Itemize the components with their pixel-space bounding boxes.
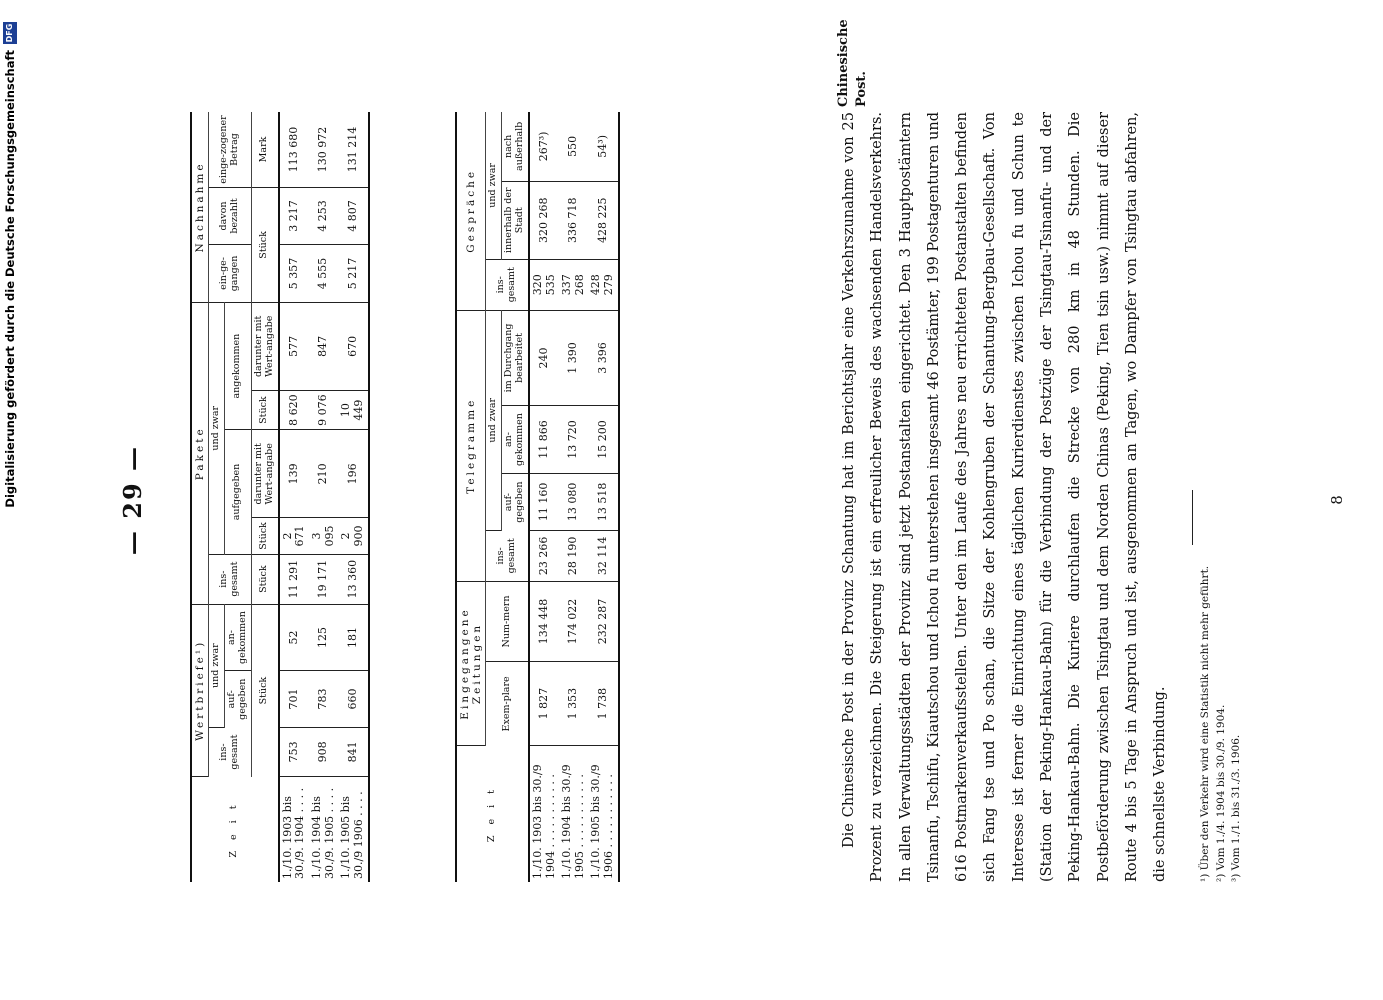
table-cell: 701	[279, 671, 309, 727]
table-cell: 28 190	[559, 530, 588, 581]
table-row	[588, 112, 618, 882]
col-header-gs-ausserhalb: nach außerhalb	[502, 112, 529, 181]
table-cell: 320 268	[529, 181, 559, 259]
dfg-credit-text: Digitalisierung gefördert durch die Deutsche Forschungsgemeinschaft	[3, 50, 17, 508]
table-cell: 3 396	[588, 310, 618, 406]
table2-body	[529, 112, 619, 882]
table-cell: 125	[309, 604, 338, 671]
page-number: — 29 —	[118, 444, 147, 556]
col-header-pk-angekommen: angekommen	[224, 302, 251, 429]
col-header-tg-insgesamt: ins-gesamt	[486, 530, 529, 581]
table-zeitungen-telegramme-gespraeche	[455, 112, 620, 882]
table-cell: 13 518	[588, 473, 618, 530]
table-cell: 174 022	[559, 581, 588, 661]
row-label: 1./10. 1903 bis 30./9 1904 . . . . . . . . . . .	[530, 764, 557, 879]
row-label: 1./10. 1905 bis 30./9 1906 . . . .	[339, 791, 365, 879]
table-row	[529, 112, 559, 882]
col-header-ank-darunter-wert: darunter mit Wert-angabe	[251, 302, 278, 390]
body-text	[835, 112, 1175, 882]
col-header-gs-innerhalb: innerhalb der Stadt	[502, 181, 529, 259]
col-header-tg-durchgang: im Durchgang bearbeitet	[502, 310, 529, 406]
table-cell: 4 807	[338, 187, 368, 244]
col-header-wb-angekommen: an-gekommen	[224, 604, 251, 671]
table-cell: 320 535	[529, 259, 559, 310]
row-label: 1./10. 1905 bis 30./9 1906 . . . . . . . . . . .	[589, 764, 616, 879]
unit-mark: Mark	[251, 112, 278, 187]
table-cell: 577	[279, 302, 309, 390]
col-header-zeit: Z e i t	[191, 777, 279, 882]
col-header-wb-insgesamt: ins-gesamt	[209, 727, 252, 777]
table-cell: 181	[338, 604, 368, 671]
table-cell: 908	[309, 727, 338, 777]
table-cell: 134 448	[529, 581, 559, 661]
table-cell: 337 268	[559, 259, 588, 310]
unit-stueck-wertbriefe: Stück	[251, 604, 278, 776]
table-cell: 11 866	[529, 406, 559, 474]
col-header-tg-und-zwar: und zwar	[486, 310, 502, 530]
table-cell: 1 390	[559, 310, 588, 406]
col-header-wertbriefe: Wertbriefe¹)	[191, 604, 209, 776]
col-header-wb-aufgegeben: auf-gegeben	[224, 671, 251, 727]
table-cell: 670	[338, 302, 368, 390]
table-cell: 19 171	[309, 554, 338, 604]
table-row	[338, 112, 368, 882]
table-cell: 131 214	[338, 112, 368, 187]
table-cell: 32 114	[588, 530, 618, 581]
col-header-gs-insgesamt: ins-gesamt	[486, 259, 529, 310]
table-cell: 1 353	[559, 662, 588, 746]
col-header-pk-und-zwar: und zwar	[209, 302, 225, 554]
footnote-rule	[1192, 490, 1193, 545]
col-header-nummern: Num-mern	[486, 581, 529, 661]
col-header-gespraeche: Gespräche	[456, 112, 486, 310]
col-header-zeitungen: Eingegangene Zeitungen	[456, 581, 486, 745]
row-label: 1./10. 1903 bis 30./9. 1904 . . . .	[280, 787, 307, 879]
dfg-logo: DFG	[3, 22, 17, 44]
col-header-aufg-darunter-wert: darunter mit Wert-angabe	[251, 430, 278, 518]
table-cell: 428 225	[588, 181, 618, 259]
table-cell: 13 080	[559, 473, 588, 530]
col-header-pk-insgesamt: ins-gesamt	[209, 554, 252, 604]
table-cell: 5 357	[279, 245, 309, 303]
col-header-pk-aufgegeben: aufgegeben	[224, 430, 251, 554]
table-cell: 13 720	[559, 406, 588, 474]
table-cell: 11 291	[279, 554, 309, 604]
table-cell: 5 217	[338, 245, 368, 303]
table-cell: 841	[338, 727, 368, 777]
table-cell: 9 076	[309, 390, 338, 430]
table-cell: 130 972	[309, 112, 338, 187]
table-cell: 196	[338, 430, 368, 518]
table-wertbriefe-pakete-nachnahme	[190, 112, 370, 882]
table-cell: 753	[279, 727, 309, 777]
table-cell: 240	[529, 310, 559, 406]
unit-stueck-nachnahme: Stück	[251, 187, 278, 302]
table-cell: 15 200	[588, 406, 618, 474]
table-cell: 139	[279, 430, 309, 518]
table-cell: 3 095	[309, 518, 338, 554]
col-header-wb-und-zwar: und zwar	[209, 604, 225, 727]
col-header-nn-betrag: einge-zogener Betrag	[209, 112, 252, 187]
table-cell: 13 360	[338, 554, 368, 604]
table-cell: 1 738	[588, 662, 618, 746]
table-cell: 783	[309, 671, 338, 727]
table-cell: 52	[279, 604, 309, 671]
unit-stueck-angekommen: Stück	[251, 390, 278, 430]
table-cell: 267³)	[529, 112, 559, 181]
table-cell: 23 266	[529, 530, 559, 581]
table-cell: 4 253	[309, 187, 338, 244]
col-header-tg-aufgegeben: auf-gegeben	[502, 473, 529, 530]
table-cell: 428 279	[588, 259, 618, 310]
margin-note: Chinesische Post.	[836, 19, 869, 107]
table-cell: 232 287	[588, 581, 618, 661]
table-cell: 1 827	[529, 662, 559, 746]
table-cell: 550	[559, 112, 588, 181]
unit-stueck-aufgegeben: Stück	[251, 518, 278, 554]
table-cell: 113 680	[279, 112, 309, 187]
footnote-3: ³) Vom 1./1. bis 31./3. 1906.	[1230, 734, 1242, 882]
table-cell: 10 449	[338, 390, 368, 430]
table-row	[279, 112, 309, 882]
row-label: 1./10. 1904 bis 30./9. 1905 . . . .	[309, 787, 336, 879]
table-cell: 8 620	[279, 390, 309, 430]
signature-mark: 8	[1328, 495, 1346, 505]
col-header-zeit-2: Z e i t	[456, 746, 529, 882]
col-header-nn-eingegangen: ein-ge-gangen	[209, 245, 252, 303]
table-cell: 660	[338, 671, 368, 727]
footnote-1: ¹) Über den Verkehr wird eine Statistik nicht mehr geführt.	[1199, 565, 1211, 882]
table-cell: 2 671	[279, 518, 309, 554]
footnote-2: ²) Vom 1./4. 1904 bis 30./9. 1904.	[1214, 704, 1227, 882]
table-row	[309, 112, 338, 882]
table-cell: 54³)	[588, 112, 618, 181]
table-cell: 2 900	[338, 518, 368, 554]
col-header-tg-angekommen: an-gekommen	[502, 406, 529, 474]
table-cell: 336 718	[559, 181, 588, 259]
table-cell: 4 555	[309, 245, 338, 303]
col-header-telegramme: Telegramme	[456, 310, 486, 581]
table-cell: 210	[309, 430, 338, 518]
table-cell: 3 217	[279, 187, 309, 244]
row-label: 1./10. 1904 bis 30./9 1905 . . . . . . . . . . .	[560, 764, 586, 879]
table-cell: 11 160	[529, 473, 559, 530]
unit-stueck-pakete: Stück	[251, 554, 278, 604]
col-header-pakete: Pakete	[191, 302, 209, 604]
table1-body	[279, 112, 369, 882]
table-cell: 847	[309, 302, 338, 390]
col-header-nachnahme: Nachnahme	[191, 112, 209, 302]
body-paragraph: Die Chinesische Post in der Provinz Schantung hat im Berichtsjahr eine Verkehrszunahme von 25 Prozent zu verzeichnen. Die Steigerung ist ein erfreulicher Beweis des wachsenden Handelsverkehrs. In allen Verwaltungsstädten der Provinz sind jetzt Postanstalten eingerichtet. Den 3 Hauptpostämtern Tsinanfu, Tschifu, Kiautschou und Ichou fu unterstehen insgesamt 46 Postämter, 199 Postagenturen und 616 Postmarkenverkaufsstellen. Unter den im Laufe des Jahres neu errichteten Postanstalten befinden sich Fang tse und Po schan, die Sitze der Kohlengruben der Schantung-Bergbau-Gesellschaft. Von Interesse ist ferner die Einrichtung eines täglichen Kurierdienstes zwischen Ichou fu und Schun te (Station der Peking-Hankau-Bahn) für die Verbindung der Postzüge der Tsingtau-Tsinanfu- und der Peking-Hankau-Bahn. Die Kuriere durchlaufen die Strecke von 280 km in 48 Stunden. Die Postbeförderung zwischen Tsingtau und dem Norden Chinas (Peking, Tien tsin usw.) nimmt auf dieser Route 4 bis 5 Tage in Anspruch und ist, ausgenommen an Tagen, wo Dampfer von Tsingtau abfahren, die schnellste Verbindung.	[841, 112, 1169, 882]
footnotes	[1198, 112, 1245, 882]
col-header-gs-und-zwar: und zwar	[486, 112, 502, 259]
table-row	[559, 112, 588, 882]
col-header-exemplare: Exem-plare	[486, 662, 529, 746]
col-header-nn-davon-bezahlt: davon bezahlt	[209, 187, 252, 244]
dfg-credit-strip	[0, 0, 20, 1000]
